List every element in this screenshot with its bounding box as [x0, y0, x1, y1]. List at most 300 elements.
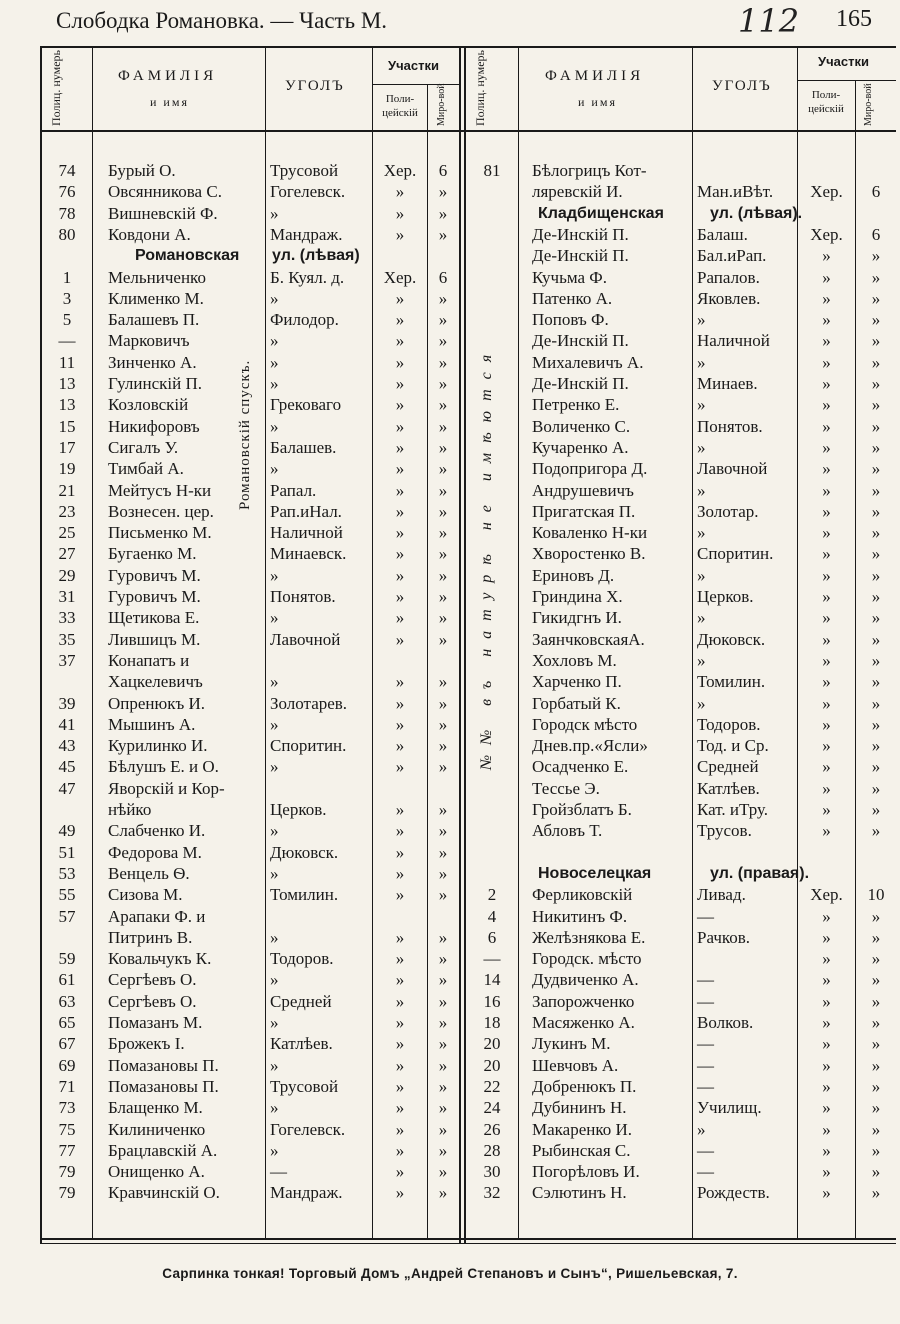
table-row	[0, 671, 900, 692]
police-district: »	[822, 757, 831, 777]
police-district: »	[395, 352, 405, 372]
right-vertical-note: №№ въ натурѣ не имѣются	[478, 344, 495, 770]
magistrate-district: »	[438, 565, 448, 585]
magistrate-district: »	[438, 800, 448, 819]
corner-street: Филодор.	[270, 310, 339, 330]
resident-name: Гулинскій П.	[108, 374, 203, 393]
house-number: 39	[58, 693, 76, 713]
corner-street: Понятов.	[697, 416, 763, 436]
police-district: Хер.	[810, 885, 843, 905]
corner-street: »	[270, 714, 279, 734]
table-row	[0, 1161, 900, 1182]
street-heading	[0, 863, 900, 884]
magistrate-district: »	[438, 757, 448, 777]
corner-street: Рапал.	[270, 480, 317, 500]
col-name-header: ФАМИЛІЯ	[118, 68, 218, 84]
police-district: »	[822, 1098, 831, 1118]
magistrate-district: »	[438, 1034, 448, 1054]
corner-street: Дюковск.	[697, 629, 766, 649]
police-district: »	[822, 480, 831, 500]
resident-name: Лившицъ М.	[108, 629, 201, 649]
police-district: »	[822, 821, 831, 841]
resident-name: Гикидгнъ И.	[532, 608, 622, 628]
police-district: »	[395, 1055, 405, 1075]
house-number: 14	[483, 970, 501, 990]
corner-street: —	[270, 1162, 287, 1182]
police-district: »	[822, 310, 831, 330]
corner-street: Лавочной	[270, 629, 341, 649]
corner-street: Тодоров.	[270, 949, 334, 969]
police-district: »	[822, 1013, 831, 1032]
corner-street: Училищ.	[697, 1098, 762, 1118]
police-district: »	[822, 374, 831, 393]
corner-street: Б. Куял. д.	[270, 267, 345, 287]
resident-name: Гройзблатъ Б.	[532, 800, 632, 819]
resident-name: Письменко М.	[108, 523, 212, 543]
corner-street: Гогелевск.	[270, 182, 346, 202]
magistrate-district: »	[438, 736, 448, 756]
magistrate-district: »	[438, 416, 448, 436]
corner-street: »	[697, 693, 706, 713]
corner-street: Церков.	[697, 587, 754, 606]
magistrate-district: »	[438, 224, 448, 244]
police-district: »	[395, 1162, 405, 1182]
police-district: »	[395, 224, 405, 244]
house-number: 63	[58, 991, 76, 1011]
corner-street: Средней	[697, 757, 759, 777]
resident-name: нѣйко	[108, 800, 152, 819]
corner-street: Бал.иРап.	[697, 246, 767, 266]
resident-name: ЗаянчковскаяА.	[532, 629, 645, 649]
corner-street: —	[697, 1055, 714, 1075]
police-district: »	[395, 182, 405, 202]
corner-street: —	[697, 1076, 714, 1096]
house-number: 53	[58, 863, 76, 883]
magistrate-district: »	[438, 437, 448, 457]
magistrate-district: »	[438, 331, 448, 351]
col-num-header: Полиц. нумерь	[473, 50, 487, 126]
table-row	[0, 288, 900, 309]
police-district: »	[822, 565, 831, 585]
street-name: Кладбищенская	[538, 204, 664, 222]
resident-name: Яворскій и Кор-	[108, 778, 225, 798]
magistrate-district: »	[438, 714, 448, 734]
table-row	[0, 480, 900, 501]
corner-street: —	[697, 906, 714, 926]
police-district: »	[395, 949, 405, 969]
police-district: »	[395, 693, 405, 713]
corner-street: Рапалов.	[697, 267, 760, 287]
corner-street: »	[270, 565, 279, 585]
table-row	[0, 778, 900, 799]
corner-street: Катлѣев.	[270, 1034, 333, 1054]
corner-street: »	[697, 437, 706, 457]
house-number: 79	[58, 1183, 76, 1203]
table-row	[0, 693, 900, 714]
house-number: 75	[58, 1119, 76, 1139]
police-district: »	[395, 587, 405, 606]
police-district: »	[395, 310, 405, 330]
police-district: »	[395, 842, 405, 862]
corner-street: »	[697, 608, 706, 628]
house-number: 45	[58, 757, 76, 777]
magistrate-district: »	[871, 1140, 881, 1160]
magistrate-district: »	[871, 587, 881, 606]
magistrate-district: »	[871, 544, 881, 564]
house-number: 16	[483, 991, 501, 1011]
police-district: »	[395, 757, 405, 777]
house-number: 1	[62, 267, 72, 287]
corner-street: Трусовой	[270, 161, 339, 180]
corner-street: »	[270, 608, 279, 628]
magistrate-district: »	[871, 949, 881, 969]
house-number: 43	[58, 736, 76, 756]
magistrate-district: »	[871, 1013, 881, 1032]
table-row	[0, 906, 900, 927]
street-side: ул. (лѣвая)	[272, 247, 360, 265]
magistrate-district: »	[871, 1119, 881, 1139]
resident-name: Де-Инскій П.	[532, 224, 629, 244]
resident-name: Подопригора Д.	[532, 459, 648, 479]
corner-street: Дюковск.	[270, 842, 339, 862]
magistrate-district: »	[438, 310, 448, 330]
house-number: 3	[62, 288, 72, 308]
street-side: ул. (правая).	[710, 864, 810, 882]
corner-street: Яковлев.	[697, 288, 761, 308]
corner-street: Рап.иНал.	[270, 501, 342, 521]
magistrate-district: »	[871, 352, 881, 372]
corner-street: »	[697, 395, 706, 415]
resident-name: Никифоровъ	[108, 416, 200, 436]
police-district: »	[822, 1162, 831, 1182]
corner-street: Балашев.	[270, 437, 337, 457]
table-row	[0, 991, 900, 1012]
police-district: »	[822, 800, 831, 819]
police-district: »	[822, 459, 831, 479]
police-district: »	[395, 203, 405, 223]
house-number: 41	[58, 714, 76, 734]
police-district: »	[822, 672, 831, 692]
police-district: »	[822, 501, 831, 521]
corner-street: »	[270, 757, 279, 777]
resident-name: Днев.пр.«Ясли»	[532, 736, 648, 756]
magistrate-district: 6	[438, 161, 448, 180]
magistrate-district: »	[871, 629, 881, 649]
police-district: »	[822, 608, 831, 628]
magistrate-district: 10	[867, 885, 885, 905]
house-number: 22	[483, 1076, 501, 1096]
table-row	[0, 245, 900, 266]
table-row	[0, 1182, 900, 1203]
resident-name: Масяженко А.	[532, 1013, 635, 1032]
police-district: »	[395, 1013, 405, 1032]
magistrate-district: »	[438, 927, 448, 947]
police-district: »	[822, 352, 831, 372]
resident-name: Сергѣевъ О.	[108, 970, 197, 990]
magistrate-district: »	[438, 352, 448, 372]
table-row	[0, 884, 900, 905]
house-number: 29	[58, 565, 76, 585]
corner-street: »	[270, 203, 279, 223]
police-district: »	[822, 1140, 831, 1160]
resident-name: Марковичъ	[108, 331, 190, 351]
police-district: »	[395, 1034, 405, 1054]
table-row	[0, 309, 900, 330]
col-pol-header: Поли- цейскій	[382, 93, 418, 119]
corner-street: »	[270, 288, 279, 308]
resident-name: Кучьма Ф.	[532, 267, 607, 287]
table-row	[0, 352, 900, 373]
magistrate-district: »	[438, 608, 448, 628]
resident-name: Пригатская П.	[532, 501, 636, 521]
police-district: »	[395, 374, 405, 393]
resident-name: Погорѣловъ И.	[532, 1162, 640, 1182]
resident-name: Балашевъ П.	[108, 310, 200, 330]
police-district: »	[395, 736, 405, 756]
magistrate-district: 6	[871, 224, 881, 244]
handwritten-number: 112	[738, 2, 800, 40]
magistrate-district: »	[438, 459, 448, 479]
police-district: »	[822, 246, 831, 266]
house-number: 13	[58, 374, 76, 393]
house-number: 67	[58, 1034, 76, 1054]
magistrate-district: »	[871, 267, 881, 287]
magistrate-district: »	[438, 629, 448, 649]
resident-name: Ферликовскій	[532, 885, 633, 905]
resident-name: Никитинъ Ф.	[532, 906, 628, 926]
police-district: »	[395, 501, 405, 521]
police-district: »	[822, 1055, 831, 1075]
left-vertical-note: Романовскій спускъ.	[237, 359, 253, 510]
table-row	[0, 437, 900, 458]
police-district: »	[822, 629, 831, 649]
magistrate-district: »	[871, 480, 881, 500]
corner-street: Трусов.	[697, 821, 752, 841]
magistrate-district: »	[438, 1076, 448, 1096]
house-number: 61	[58, 970, 76, 990]
police-district: »	[395, 1098, 405, 1118]
corner-street: —	[697, 1034, 714, 1054]
corner-street: »	[697, 480, 706, 500]
house-number: 76	[58, 182, 76, 202]
resident-name: Слабченко И.	[108, 821, 206, 841]
resident-name: Шевчовъ А.	[532, 1055, 619, 1075]
police-district: »	[822, 991, 831, 1011]
magistrate-district: »	[438, 1162, 448, 1182]
resident-name: Дудвиченко А.	[532, 970, 639, 990]
col-name-sub: и имя	[150, 95, 189, 109]
house-number: 15	[58, 416, 76, 436]
magistrate-district: »	[438, 203, 448, 223]
col-pol-header: Поли- цейскій	[808, 89, 844, 115]
house-number: 81	[483, 161, 501, 180]
magistrate-district: »	[438, 991, 448, 1011]
table-row	[0, 543, 900, 564]
house-number: 25	[58, 523, 76, 543]
corner-street: Томилин.	[270, 885, 339, 905]
resident-name: ляревскій И.	[532, 182, 623, 202]
magistrate-district: »	[871, 1034, 881, 1054]
resident-name: Брацлавскій А.	[108, 1140, 218, 1160]
house-number: 20	[483, 1055, 501, 1075]
resident-name: Мышинъ А.	[108, 714, 196, 734]
table-row	[0, 1076, 900, 1097]
corner-street: »	[697, 310, 706, 330]
police-district: »	[395, 1140, 405, 1160]
table-row	[0, 501, 900, 522]
resident-name: Макаренко И.	[532, 1119, 633, 1139]
resident-name: Килиниченко	[108, 1119, 206, 1139]
resident-name: Тимбай А.	[108, 459, 184, 479]
corner-street: Споритин.	[270, 736, 347, 756]
magistrate-district: »	[438, 949, 448, 969]
corner-street: Кат. иТру.	[697, 800, 769, 819]
police-district: »	[822, 1119, 831, 1139]
resident-name: Козловскій	[108, 395, 189, 415]
table-row	[0, 416, 900, 437]
corner-street: »	[270, 352, 279, 372]
police-district: »	[395, 672, 405, 692]
magistrate-district: »	[871, 331, 881, 351]
house-number: 57	[58, 906, 76, 926]
table-row	[0, 820, 900, 841]
police-district: »	[395, 927, 405, 947]
corner-street: Тод. и Ср.	[697, 736, 769, 756]
table-row	[0, 522, 900, 543]
police-district: »	[395, 437, 405, 457]
police-district: Хер.	[810, 224, 843, 244]
magistrate-district: »	[871, 395, 881, 415]
magistrate-district: »	[871, 501, 881, 521]
table-row	[0, 373, 900, 394]
police-district: »	[822, 544, 831, 564]
table-row	[0, 799, 900, 820]
resident-name: Желѣзнякова Е.	[532, 927, 646, 947]
magistrate-district: 6	[438, 267, 448, 287]
police-district: »	[395, 608, 405, 628]
magistrate-district: »	[871, 693, 881, 713]
resident-name: Лукинъ М.	[532, 1034, 611, 1054]
police-district: »	[395, 1183, 405, 1203]
resident-name: Тессье Э.	[532, 778, 600, 798]
police-district: »	[395, 885, 405, 905]
table-row	[0, 394, 900, 415]
resident-name: Ковальчукъ К.	[108, 949, 212, 969]
corner-street: »	[697, 1119, 706, 1139]
police-district: »	[395, 416, 405, 436]
house-number: 28	[483, 1140, 501, 1160]
resident-name: Сергѣевъ О.	[108, 991, 197, 1011]
corner-street: Гогелевск.	[270, 1119, 346, 1139]
corner-street: Грековаго	[270, 395, 342, 415]
table-row	[0, 735, 900, 756]
magistrate-district: »	[871, 1183, 881, 1203]
police-district: »	[395, 544, 405, 564]
police-district: »	[822, 736, 831, 756]
corner-street: Золотар.	[697, 501, 759, 521]
resident-name: Федорова М.	[108, 842, 202, 862]
magistrate-district: »	[871, 736, 881, 756]
magistrate-district: »	[871, 906, 881, 926]
resident-name: Де-Инскій П.	[532, 331, 629, 351]
corner-street: Наличной	[697, 331, 770, 351]
magistrate-district: »	[871, 927, 881, 947]
corner-street: Тодоров.	[697, 714, 761, 734]
magistrate-district: »	[871, 416, 881, 436]
corner-street: Ман.иВѣт.	[697, 182, 774, 202]
corner-street: »	[270, 331, 279, 351]
house-number: 4	[487, 906, 497, 926]
police-district: »	[395, 459, 405, 479]
magistrate-district: »	[871, 757, 881, 777]
house-number: —	[58, 331, 76, 351]
police-district: »	[395, 1076, 405, 1096]
table-row	[0, 565, 900, 586]
resident-name: Поповъ Ф.	[532, 310, 609, 330]
resident-name: Кучаренко А.	[532, 437, 629, 457]
table-row	[0, 1033, 900, 1054]
magistrate-district: »	[438, 1183, 448, 1203]
corner-street: Понятов.	[270, 587, 336, 606]
magistrate-district: »	[438, 480, 448, 500]
house-number: 47	[58, 778, 76, 798]
street-side: ул. (лѣвая).	[710, 204, 803, 222]
resident-name: Щетикова Е.	[108, 608, 200, 628]
police-district: »	[395, 565, 405, 585]
corner-street: Рачков.	[697, 927, 751, 947]
table-row	[0, 629, 900, 650]
magistrate-district: »	[871, 608, 881, 628]
house-number: 79	[58, 1162, 76, 1182]
police-district: »	[822, 650, 831, 670]
resident-name: Овсянникова С.	[108, 182, 222, 202]
corner-street: »	[697, 650, 706, 670]
col-corner-header: УГОЛЪ	[285, 78, 345, 94]
resident-name: Добренюкъ П.	[532, 1076, 637, 1096]
col-num-header: Полиц. нумерь	[49, 50, 63, 126]
corner-street: »	[270, 863, 279, 883]
magistrate-district: »	[871, 1162, 881, 1182]
house-number: 13	[58, 395, 76, 415]
magistrate-district: »	[438, 863, 448, 883]
house-number: 31	[58, 587, 76, 606]
table-row	[0, 458, 900, 479]
police-district: »	[822, 437, 831, 457]
house-number: 17	[58, 437, 76, 457]
magistrate-district: »	[438, 885, 448, 905]
resident-name: Михалевичъ А.	[532, 352, 644, 372]
corner-street: Церков.	[270, 800, 327, 819]
magistrate-district: »	[871, 565, 881, 585]
resident-name: Арапаки Ф. и	[108, 906, 206, 926]
police-district: »	[822, 927, 831, 947]
house-number: 65	[58, 1013, 76, 1032]
house-number: 30	[483, 1162, 501, 1182]
house-number: 18	[483, 1013, 501, 1032]
house-number: 49	[58, 821, 76, 841]
house-number: 11	[58, 352, 76, 372]
police-district: »	[395, 821, 405, 841]
resident-name: Гуровичъ М.	[108, 587, 201, 606]
corner-street: »	[270, 416, 279, 436]
police-district: »	[822, 331, 831, 351]
house-number: 6	[487, 927, 497, 947]
col-uch-header: Участки	[388, 58, 439, 73]
street-name: Романовская	[135, 247, 240, 265]
magistrate-district: »	[438, 1098, 448, 1118]
resident-name: Мельниченко	[108, 267, 206, 287]
house-number: 20	[483, 1034, 501, 1054]
